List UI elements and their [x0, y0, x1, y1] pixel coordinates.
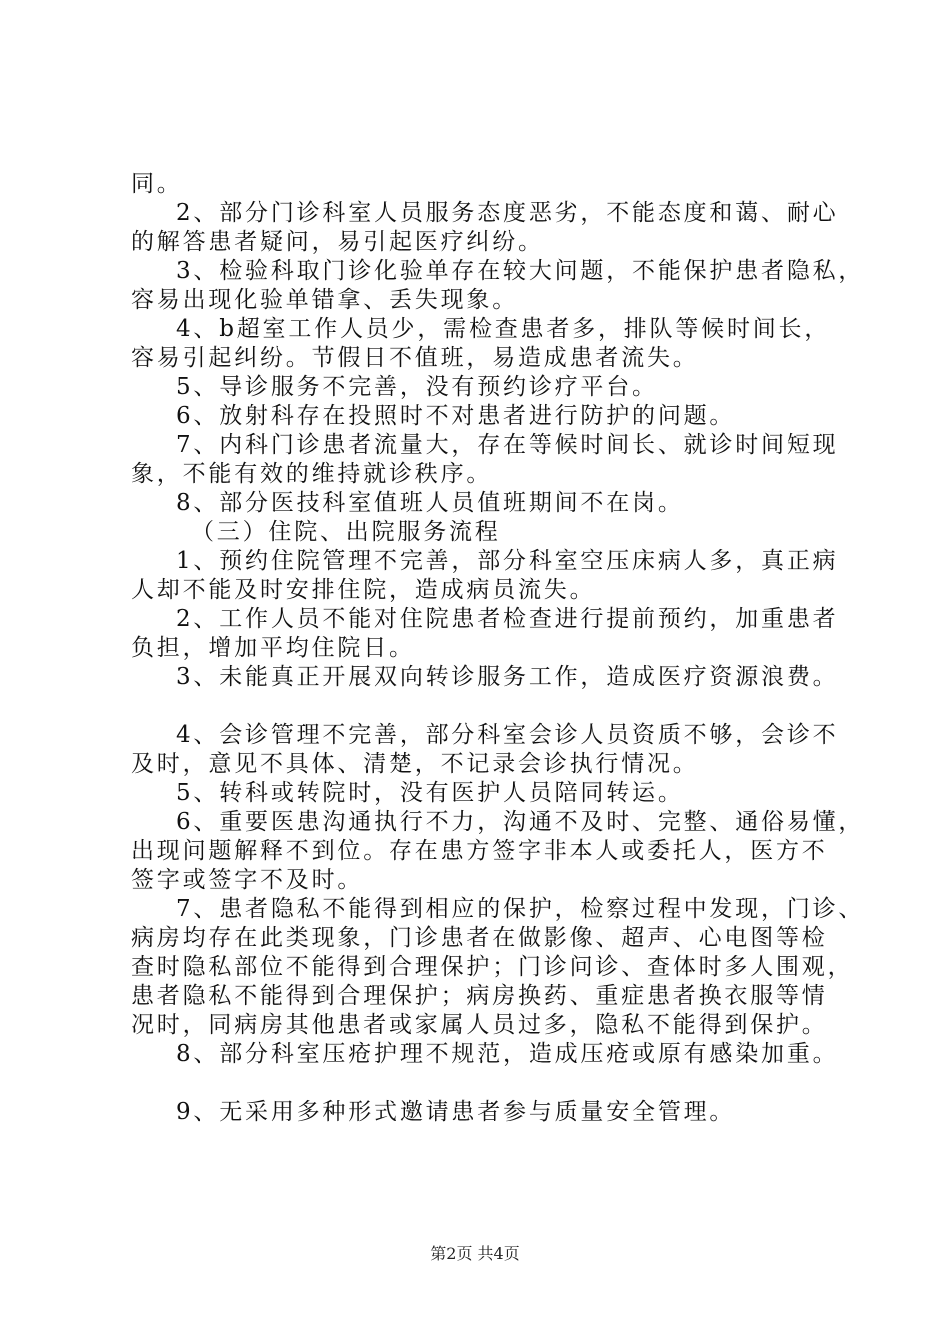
- paragraph-line: 4、会诊管理不完善，部分科室会诊人员资质不够，会诊不: [176, 722, 839, 748]
- paragraph-line: 9、无采用多种形式邀请患者参与质量安全管理。: [176, 1099, 736, 1125]
- paragraph-line: 同。: [131, 171, 183, 197]
- paragraph-line: 8、部分医技科室值班人员值班期间不在岗。: [176, 490, 684, 516]
- paragraph-line: 出现问题解释不到位。存在患方签字非本人或委托人，医方不: [131, 838, 828, 864]
- paragraph-line: 的解答患者疑问，易引起医疗纠纷。: [131, 229, 544, 255]
- paragraph-line: 6、放射科存在投照时不对患者进行防护的问题。: [176, 403, 736, 429]
- paragraph-line: 查时隐私部位不能得到合理保护；门诊问诊、查体时多人围观，: [131, 954, 854, 980]
- paragraph-line: 象，不能有效的维持就诊秩序。: [131, 461, 493, 487]
- document-body: [131, 170, 865, 1127]
- paragraph-line: 况时，同病房其他患者或家属人员过多，隐私不能得到保护。: [131, 1012, 828, 1038]
- section-heading: （三）住院、出院服务流程: [191, 519, 501, 545]
- paragraph-line: 签字或签字不及时。: [131, 867, 364, 893]
- blank-line: [131, 1069, 831, 1098]
- paragraph-line: 患者隐私不能得到合理保护；病房换药、重症患者换衣服等情: [131, 983, 828, 1009]
- paragraph-line: 6、重要医患沟通执行不力，沟通不及时、完整、通俗易懂，: [176, 809, 865, 835]
- paragraph-line: 7、内科门诊患者流量大，存在等候时间长、就诊时间短现: [176, 432, 839, 458]
- paragraph-line: 2、工作人员不能对住院患者检查进行提前预约，加重患者: [176, 606, 839, 632]
- paragraph-line: 负担，增加平均住院日。: [131, 635, 415, 661]
- blank-line: [131, 692, 831, 721]
- paragraph-line: 容易引起纠纷。节假日不值班，易造成患者流失。: [131, 345, 699, 371]
- page-number-footer: 第2页 共4页: [430, 1244, 520, 1263]
- paragraph-line: 容易出现化验单错拿、丢失现象。: [131, 287, 518, 313]
- paragraph-line: 病房均存在此类现象，门诊患者在做影像、超声、心电图等检: [131, 925, 828, 951]
- paragraph-line: 2、部分门诊科室人员服务态度恶劣，不能态度和蔼、耐心: [176, 200, 839, 226]
- paragraph-line: 及时，意见不具体、清楚，不记录会诊执行情况。: [131, 751, 699, 777]
- paragraph-line: 4、b超室工作人员少，需检查患者多，排队等候时间长，: [176, 316, 831, 342]
- paragraph-line: 1、预约住院管理不完善，部分科室空压床病人多，真正病: [176, 548, 839, 574]
- paragraph-line: 人却不能及时安排住院，造成病员流失。: [131, 577, 596, 603]
- paragraph-line: 3、未能真正开展双向转诊服务工作，造成医疗资源浪费。: [176, 664, 839, 690]
- paragraph-line: 8、部分科室压疮护理不规范，造成压疮或原有感染加重。: [176, 1041, 839, 1067]
- paragraph-line: 7、患者隐私不能得到相应的保护，检察过程中发现，门诊、: [176, 896, 865, 922]
- paragraph-line: 5、导诊服务不完善，没有预约诊疗平台。: [176, 374, 658, 400]
- paragraph-line: 3、检验科取门诊化验单存在较大问题，不能保护患者隐私，: [176, 258, 865, 284]
- paragraph-line: 5、转科或转院时，没有医护人员陪同转运。: [176, 780, 684, 806]
